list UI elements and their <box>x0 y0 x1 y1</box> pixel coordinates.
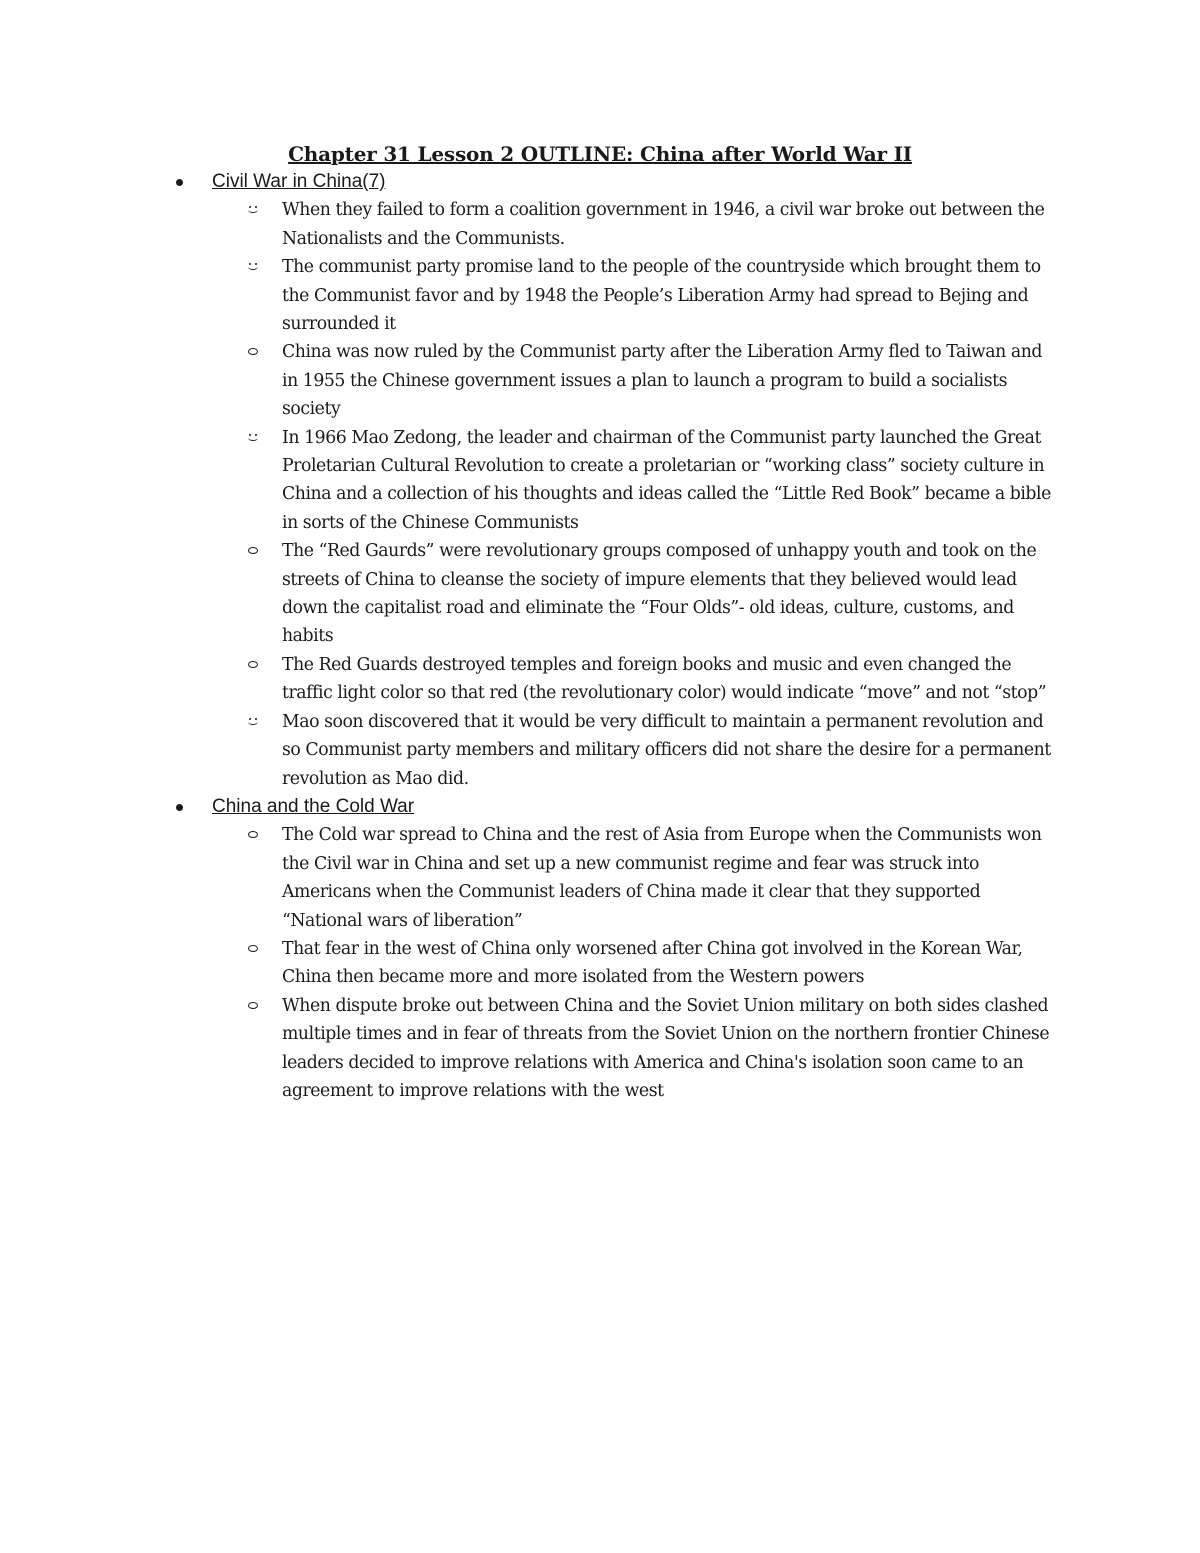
sub-bullet-icon <box>248 831 258 838</box>
sub-bullet-icon <box>248 207 258 213</box>
section-heading <box>0 793 1200 821</box>
sub-bullet-icon <box>248 1002 258 1009</box>
section-heading <box>0 168 1200 196</box>
sub-bullet-icon <box>248 348 258 355</box>
list-item-text: The communist party promise land to the people of the countryside which brought them to the Communist favor and by 1948 the People’s Liberation Army had spread to Bejing and surrounded it <box>282 257 1041 335</box>
list-item-text: In 1966 Mao Zedong, the leader and chairman of the Communist party launched the Great Proletarian Cultural Revolution to create a proletarian or “working class” society culture in China and a collection of his thoughts and ideas called the “Little Red Book” became a bible in sorts of the Chinese Communists <box>282 427 1051 533</box>
sub-bullet-icon <box>248 264 258 270</box>
list-item <box>0 338 1062 423</box>
list-item <box>0 821 1062 935</box>
list-item <box>0 935 1062 992</box>
sub-bullet-icon <box>248 435 258 441</box>
section-civil-war <box>0 168 1200 793</box>
page-title: Chapter 31 Lesson 2 OUTLINE: China after World War II <box>288 142 912 166</box>
section-cold-war <box>0 793 1200 1105</box>
sub-bullet-icon <box>248 719 258 725</box>
sub-bullet-icon <box>248 945 258 952</box>
outline <box>0 168 1200 1105</box>
bullet-icon <box>176 804 183 811</box>
sub-bullet-icon <box>248 661 258 668</box>
section-heading-label: China and the Cold War <box>212 795 415 817</box>
list-item-text: That fear in the west of China only worsened after China got involved in the Korean War, China then became more and more isolated from the Western powers <box>282 938 1023 988</box>
list-item <box>0 253 1062 338</box>
list-item <box>0 708 1062 793</box>
section-heading-label: Civil War in China(7) <box>212 171 386 192</box>
list-item <box>0 651 1062 708</box>
list-item <box>0 537 1062 651</box>
list-item-text: When they failed to form a coalition government in 1946, a civil war broke out between the Nationalists and the Communists. <box>282 200 1045 249</box>
list-item-text: When dispute broke out between China and the Soviet Union military on both sides clashed multiple times and in fear of threats from the Soviet Union on the northern frontier Chinese leaders decided to improve relations with America and China's isolation soon came to an agreement to improve relations with the west <box>282 995 1050 1101</box>
bullet-icon <box>176 179 183 186</box>
list-item-text: China was now ruled by the Communist party after the Liberation Army fled to Taiwan and in 1955 the Chinese government issues a plan to launch a program to build a socialists society <box>282 342 1042 420</box>
sub-bullet-icon <box>248 547 258 554</box>
list-item-text: Mao soon discovered that it would be very difficult to maintain a permanent revolution and so Communist party members and military officers did not share the desire for a permanent revolution as Mao did. <box>282 711 1051 789</box>
list-item <box>0 992 1062 1106</box>
list-item-text: The Red Guards destroyed temples and foreign books and music and even changed the traffic light color so that red (the revolutionary color) would indicate “move” and not “stop” <box>282 654 1047 704</box>
list-item-text: The Cold war spread to China and the rest of Asia from Europe when the Communists won the Civil war in China and set up a new communist regime and fear was struck into Americans when the Communist leaders of China made it clear that they supported “National wars of liberation” <box>282 825 1042 931</box>
list-item <box>0 196 1062 253</box>
list-item <box>0 424 1062 538</box>
list-item-text: The “Red Gaurds” were revolutionary groups composed of unhappy youth and took on the streets of China to cleanse the society of impure elements that they believed would lead down the capitalist road and eliminate the “Four Olds”- old ideas, culture, customs, and habits <box>282 541 1037 647</box>
